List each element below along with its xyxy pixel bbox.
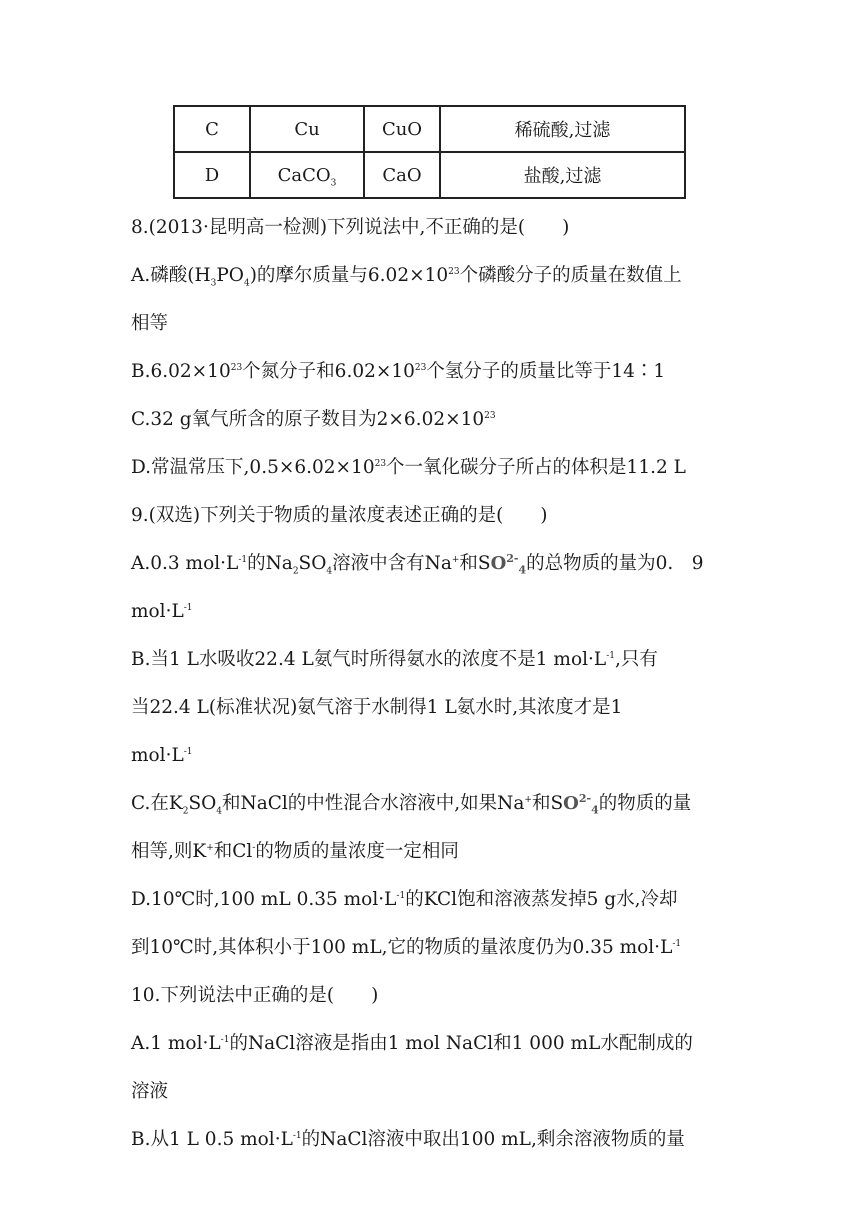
text: 到10℃时,其体积小于100 mL,它的物质的量浓度仍为0.35 mol·L — [131, 937, 673, 958]
text: )的摩尔质量与6.02×10 — [249, 265, 449, 286]
text: A.0.3 mol·L — [131, 553, 239, 574]
text: 和S — [531, 793, 564, 814]
subscript: 4 — [216, 806, 223, 817]
superscript: -1 — [292, 1130, 302, 1141]
subscript: 3 — [210, 278, 217, 289]
reagent-table — [173, 105, 686, 199]
text: 个氢分子的质量比等于14∶1 — [426, 361, 666, 382]
subscript: 4 — [518, 563, 527, 577]
subscript: 3 — [330, 178, 337, 189]
text: 和NaCl的中性混合水溶液中,如果Na — [222, 793, 525, 814]
table-cell-impurity: CaO — [364, 152, 440, 198]
text: 个氮分子和6.02×10 — [242, 361, 415, 382]
superscript: 2- — [506, 552, 519, 565]
text: 溶液中含有Na — [332, 553, 452, 574]
superscript: + — [206, 842, 214, 853]
superscript: 23 — [448, 266, 460, 277]
text: SO — [298, 553, 327, 574]
q8-option-d — [131, 451, 741, 499]
subscript: 4 — [591, 803, 599, 817]
q8-option-a — [131, 259, 741, 307]
text: A.磷酸(H — [131, 265, 211, 286]
superscript: 23 — [484, 410, 496, 421]
q8-option-a-cont: 相等 — [131, 313, 169, 334]
q9-option-a-cont — [131, 595, 741, 643]
text: mol·L — [131, 601, 184, 622]
text: 相等,则K — [131, 841, 207, 862]
text: C.32 g氧气所含的原子数目为2×6.02×10 — [131, 409, 485, 430]
q9-stem: 9.(双选)下列关于物质的量浓度表述正确的是( ) — [131, 505, 548, 526]
superscript: -1 — [672, 938, 682, 949]
superscript: 23 — [374, 458, 387, 469]
text: PO — [216, 265, 244, 286]
text: mol·L — [131, 745, 184, 766]
q9-option-b-cont: 当22.4 L(标准状况)氨气溶于水制得1 L氨水时,其浓度才是1 — [131, 697, 623, 718]
q9-option-c-cont — [131, 835, 741, 883]
q8-option-b — [131, 355, 741, 403]
text: D.10℃时,100 mL 0.35 mol·L — [131, 889, 397, 910]
text: O — [563, 793, 579, 814]
text: 的Na — [247, 553, 293, 574]
subscript: 4 — [326, 566, 333, 577]
subscript: 2 — [182, 806, 189, 817]
q10-option-b — [131, 1123, 741, 1171]
text: 的物质的量浓度一定相同 — [255, 841, 459, 862]
q10-stem: 10.下列说法中正确的是( ) — [131, 985, 379, 1006]
text: 的总物质的量为0. 9 — [526, 553, 704, 574]
superscript: 2- — [578, 792, 592, 805]
superscript: -1 — [238, 554, 248, 565]
q9-option-a — [131, 547, 741, 595]
q8-option-c — [131, 403, 741, 451]
table-cell-label: C — [174, 106, 250, 152]
q10-option-a-cont: 溶液 — [131, 1081, 169, 1102]
table-row — [174, 106, 685, 152]
superscript: - — [252, 842, 256, 853]
text: 的物质的量 — [598, 793, 692, 814]
sulfate-ion-image — [490, 552, 527, 577]
text: D.常温常压下,0.5×6.02×10 — [131, 457, 375, 478]
q9-option-c — [131, 787, 741, 835]
table-cell-substance — [250, 152, 364, 198]
superscript: -1 — [183, 746, 193, 757]
text: SO — [188, 793, 217, 814]
text: 的KCl饱和溶液蒸发掉5 g水,冷却 — [405, 889, 678, 910]
q9-option-d — [131, 883, 741, 931]
superscript: -1 — [183, 602, 193, 613]
superscript: -1 — [396, 890, 406, 901]
formula-text: CaCO — [277, 164, 331, 186]
table-cell-reagent: 稀硫酸,过滤 — [440, 106, 685, 152]
text: 个一氧化碳分子所占的体积是11.2 L — [386, 457, 686, 478]
text: A.1 mol·L — [131, 1033, 221, 1054]
superscript: + — [524, 794, 532, 805]
text: 个磷酸分子的质量在数值上 — [459, 265, 682, 286]
text: C.在K — [131, 793, 183, 814]
superscript: 23 — [414, 362, 427, 373]
text: 的NaCl溶液是指由1 mol NaCl和1 000 mL水配制成的 — [229, 1033, 693, 1054]
text: 的NaCl溶液中取出100 mL,剩余溶液物质的量 — [301, 1129, 685, 1150]
sulfate-ion-image — [563, 792, 599, 817]
table-cell-impurity: CuO — [364, 106, 440, 152]
table-cell-label: D — [174, 152, 250, 198]
q8-stem: 8.(2013·昆明高一检测)下列说法中,不正确的是( ) — [131, 217, 570, 238]
subscript: 2 — [292, 566, 299, 577]
text: ,只有 — [614, 649, 658, 670]
subscript: 4 — [243, 278, 250, 289]
text: O — [490, 553, 507, 574]
table-cell-substance: Cu — [250, 106, 364, 152]
text: 和S — [459, 553, 491, 574]
q10-option-a — [131, 1027, 741, 1075]
question-content — [131, 211, 741, 1171]
superscript: + — [451, 554, 460, 565]
table-cell-reagent: 盐酸,过滤 — [440, 152, 685, 198]
q9-option-b — [131, 643, 741, 691]
q9-option-b-cont2 — [131, 739, 741, 787]
superscript: -1 — [220, 1034, 230, 1045]
text: 和Cl — [213, 841, 253, 862]
text: B.当1 L水吸收22.4 L氨气时所得氨水的浓度不是1 mol·L — [131, 649, 607, 670]
text: B.6.02×10 — [131, 361, 231, 382]
superscript: 23 — [230, 362, 243, 373]
superscript: -1 — [606, 650, 615, 661]
q9-option-d-cont — [131, 931, 741, 979]
text: B.从1 L 0.5 mol·L — [131, 1129, 293, 1150]
table-row — [174, 152, 685, 198]
